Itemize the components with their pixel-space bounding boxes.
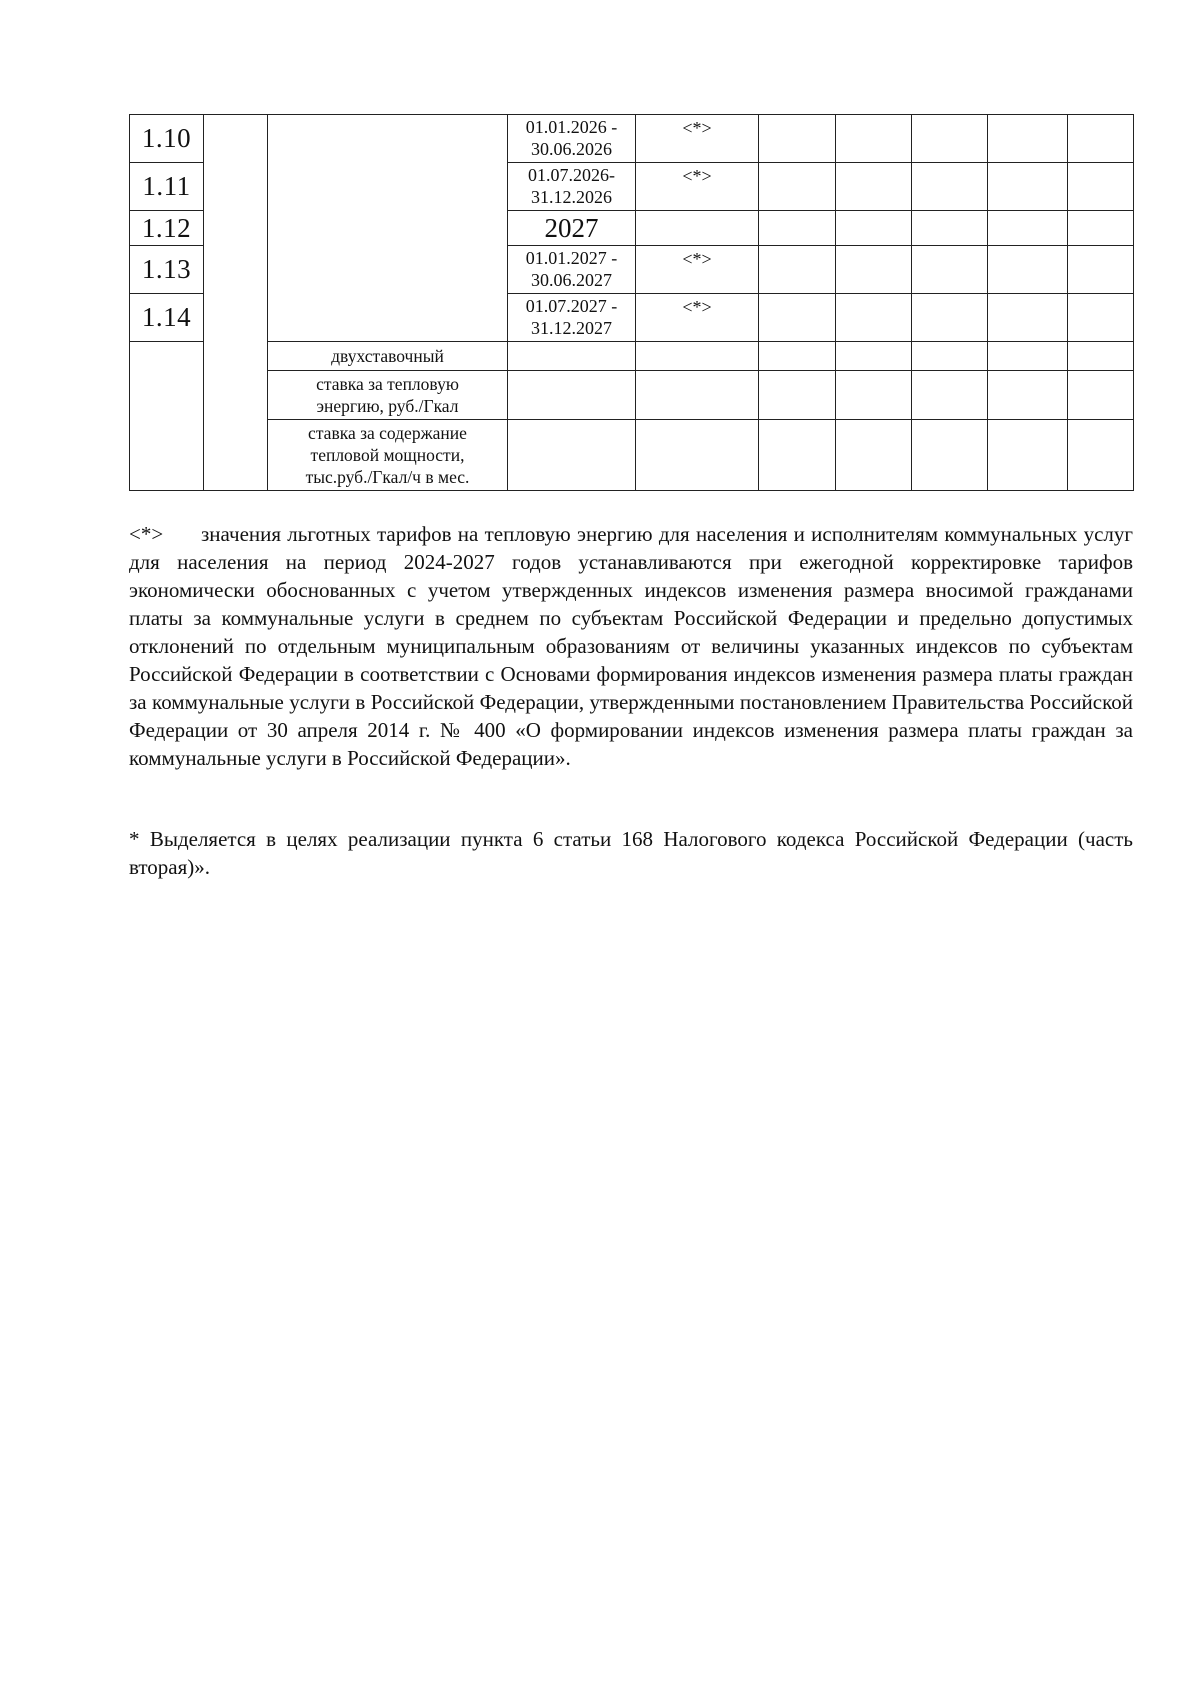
tariff-mark: <*>: [636, 294, 759, 342]
empty-cell: [836, 163, 912, 211]
tariff-mark: <*>: [636, 163, 759, 211]
empty-cell: [1068, 115, 1134, 163]
empty-cell: [636, 420, 759, 491]
empty-cell: [836, 246, 912, 294]
empty-cell: [636, 371, 759, 420]
empty-cell: [508, 371, 636, 420]
empty-cell: [130, 342, 204, 491]
empty-cell: [204, 115, 268, 491]
empty-cell: [912, 294, 988, 342]
empty-cell: [836, 294, 912, 342]
empty-cell: [988, 115, 1068, 163]
empty-cell: [988, 211, 1068, 246]
empty-cell: [988, 246, 1068, 294]
empty-cell: [988, 371, 1068, 420]
empty-cell: [636, 342, 759, 371]
empty-cell: [836, 420, 912, 491]
empty-cell: [759, 115, 836, 163]
empty-cell: [912, 420, 988, 491]
empty-cell: [988, 342, 1068, 371]
empty-cell: [836, 211, 912, 246]
empty-cell: [988, 294, 1068, 342]
capacity-rate-label: [268, 420, 508, 491]
table-row: [130, 371, 1134, 420]
period-cell: [508, 294, 636, 342]
empty-cell: [759, 342, 836, 371]
tariff-mark: <*>: [636, 115, 759, 163]
empty-cell: [1068, 246, 1134, 294]
empty-cell: [912, 211, 988, 246]
period-text: 01.07.2026- 31.12.2026: [528, 165, 615, 207]
tariff-table: [129, 114, 1134, 491]
empty-cell: [988, 420, 1068, 491]
empty-cell: [912, 163, 988, 211]
table-row: [130, 115, 1134, 163]
empty-cell: [759, 246, 836, 294]
empty-cell: [912, 371, 988, 420]
empty-cell: [636, 211, 759, 246]
tariff-mark: <*>: [636, 246, 759, 294]
empty-cell: [1068, 342, 1134, 371]
empty-cell: [912, 342, 988, 371]
footnote-mark: <*>: [129, 522, 164, 546]
row-number: 1.13: [130, 246, 204, 294]
empty-cell: [759, 371, 836, 420]
empty-cell: [836, 342, 912, 371]
empty-cell: [1068, 294, 1134, 342]
period-cell: [508, 163, 636, 211]
empty-cell: [759, 294, 836, 342]
empty-cell: [836, 371, 912, 420]
table-row: [130, 342, 1134, 371]
row-number: 1.11: [130, 163, 204, 211]
empty-cell: [1068, 211, 1134, 246]
year-cell: 2027: [508, 211, 636, 246]
footnote-text: значения льготных тарифов на тепловую энергию для населения и исполнителям коммунальных услуг для населения на период 2024-2027 годов устанавливаются при ежегодной корректировке тарифов экономически обоснованных с учетом утвержденных индексов изменения размера вносимой гражданами платы за коммунальные услуги в среднем по субъектам Российской Федерации и предельно допустимых отклонений по отдельным муниципальным образованиям от величины указанных индексов по субъектам Российской Федерации в соответствии с Основами формирования индексов изменения размера платы граждан за коммунальные услуги в Российской Федерации, утвержденными постановлением Правительства Российской Федерации от 30 апреля 2014 г. № 400 «О формировании индексов изменения размера платы граждан за коммунальные услуги в Российской Федерации».: [129, 522, 1133, 770]
period-text: 01.01.2027 - 30.06.2027: [525, 248, 618, 290]
empty-cell: [988, 163, 1068, 211]
empty-cell: [1068, 371, 1134, 420]
empty-cell: [836, 115, 912, 163]
empty-cell: [1068, 420, 1134, 491]
capacity-rate-text: ставка за содержание тепловой мощности, тыс.руб./Гкал/ч в мес.: [305, 423, 470, 487]
empty-cell: [912, 246, 988, 294]
table-row: [130, 420, 1134, 491]
empty-cell: [508, 420, 636, 491]
period-text: 01.01.2026 - 30.06.2026: [525, 117, 618, 159]
empty-cell: [912, 115, 988, 163]
row-number: 1.14: [130, 294, 204, 342]
row-number: 1.10: [130, 115, 204, 163]
heat-rate-text: ставка за тепловую энергию, руб./Гкал: [316, 374, 459, 416]
vat-note-paragraph: * Выделяется в целях реализации пункта 6 статьи 168 Налогового кодекса Российской Федерации (часть вторая)».: [129, 827, 1133, 879]
empty-cell: [508, 342, 636, 371]
tariff-type-label: двухставочный: [268, 342, 508, 371]
row-number: 1.12: [130, 211, 204, 246]
period-cell: [508, 115, 636, 163]
footnote-paragraph: [129, 520, 1133, 772]
heat-rate-label: [268, 371, 508, 420]
empty-cell: [759, 211, 836, 246]
empty-cell: [1068, 163, 1134, 211]
empty-cell: [759, 163, 836, 211]
period-text: 01.07.2027 - 31.12.2027: [525, 296, 618, 338]
empty-cell: [268, 115, 508, 342]
empty-cell: [759, 420, 836, 491]
period-cell: [508, 246, 636, 294]
